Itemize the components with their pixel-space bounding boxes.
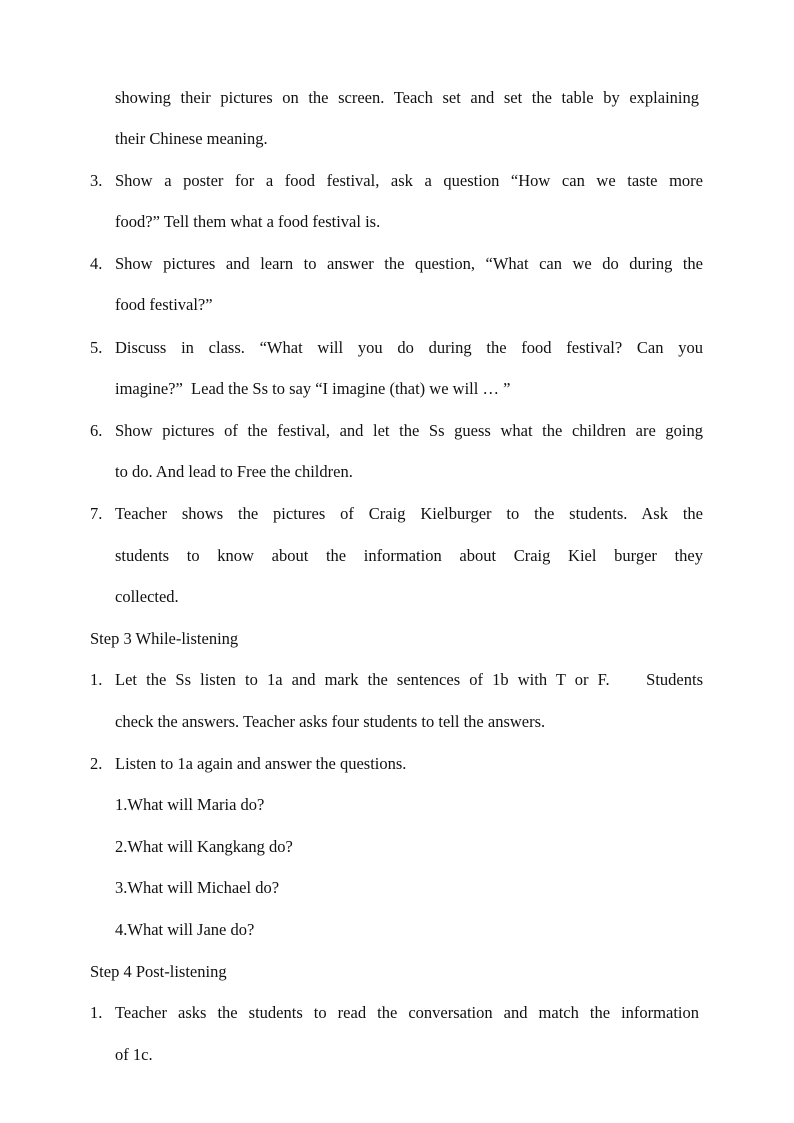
list-number: 6. <box>90 421 103 440</box>
list-number: 5. <box>90 338 103 357</box>
question-line: 2.What will Kangkang do? <box>115 837 293 856</box>
list-number: 1. <box>90 670 103 689</box>
question-line: 1.What will Maria do? <box>115 795 265 814</box>
question-line: 3.What will Michael do? <box>115 878 280 897</box>
section-heading: Step 4 Post-listening <box>90 962 227 981</box>
list-item-line: Show a poster for a food festival, ask a question “How can we taste more <box>115 171 703 190</box>
text-line: their Chinese meaning. <box>115 129 268 148</box>
list-item-line: Show pictures and learn to answer the question, “What can we do during the <box>115 254 703 273</box>
list-number: 4. <box>90 254 103 273</box>
list-item-line: students to know about the information about Craig Kiel burger they <box>115 546 703 565</box>
list-item-line: Let the Ss listen to 1a and mark the sentences of 1b with T or F. Students <box>115 670 703 689</box>
list-item-line: to do. And lead to Free the children. <box>115 462 353 481</box>
section-heading: Step 3 While-listening <box>90 629 239 648</box>
list-number: 3. <box>90 171 103 190</box>
text-line: showing their pictures on the screen. Teach set and set the table by explaining <box>115 88 699 107</box>
question-line: 4.What will Jane do? <box>115 920 255 939</box>
list-item-line: Teacher asks the students to read the conversation and match the information <box>115 1003 699 1022</box>
list-item-line: collected. <box>115 587 179 606</box>
list-item-line: Show pictures of the festival, and let the Ss guess what the children are going <box>115 421 703 440</box>
list-number: 7. <box>90 504 103 523</box>
list-item-line: Discuss in class. “What will you do during the food festival? Can you <box>115 338 703 357</box>
list-item-line: food?” Tell them what a food festival is. <box>115 212 381 231</box>
list-item-line: Teacher shows the pictures of Craig Kielburger to the students. Ask the <box>115 504 703 523</box>
list-item-line: imagine?” Lead the Ss to say “I imagine (that) we will … ” <box>115 379 511 398</box>
list-item-line: food festival?” <box>115 295 213 314</box>
list-item-line: of 1c. <box>115 1045 153 1064</box>
list-item-line: Listen to 1a again and answer the questions. <box>115 754 407 773</box>
list-number: 2. <box>90 754 103 773</box>
list-number: 1. <box>90 1003 103 1022</box>
list-item-line: check the answers. Teacher asks four students to tell the answers. <box>115 712 546 731</box>
